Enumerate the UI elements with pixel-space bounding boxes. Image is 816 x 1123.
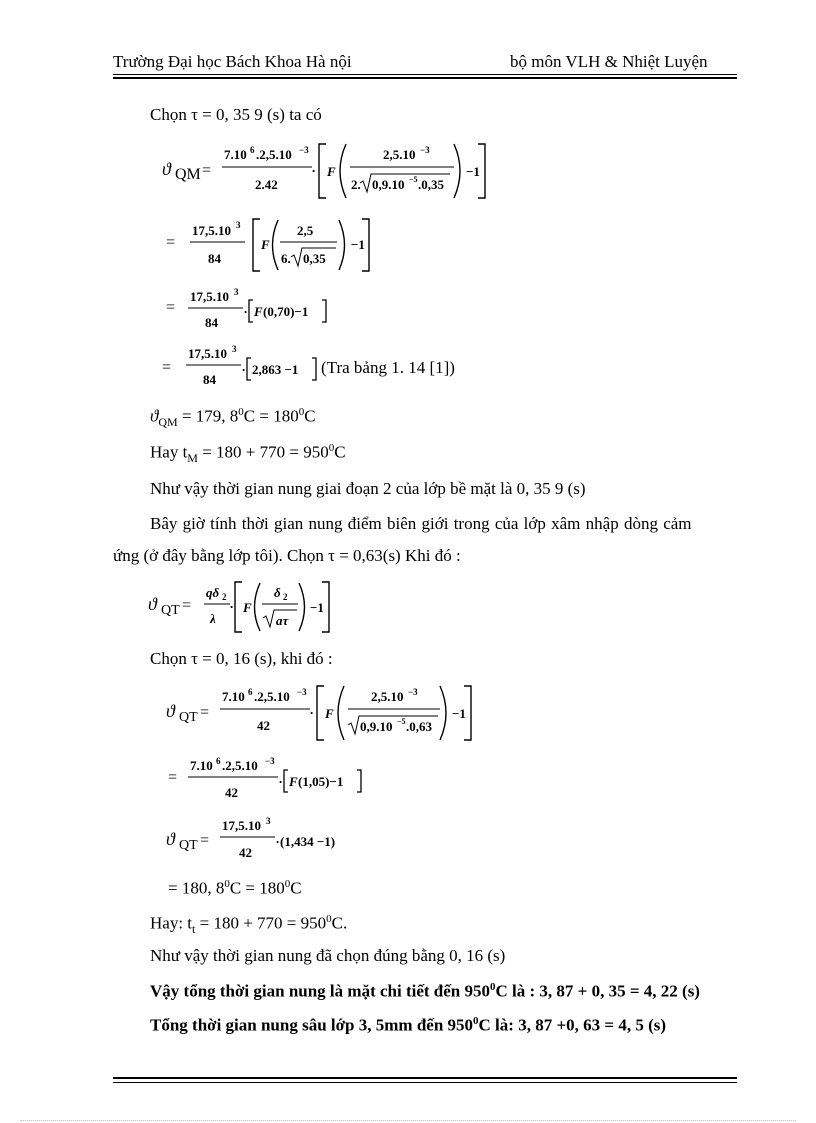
- page-header: [113, 52, 737, 74]
- svg-text:2.42: 2.42: [255, 177, 278, 192]
- svg-text:.0,35: .0,35: [418, 177, 444, 192]
- svg-text:−1: −1: [466, 164, 480, 179]
- text-theta-qt-result: = 180, $8^0C = 180^0C$: [168, 878, 302, 898]
- svg-text:6: 6: [248, 687, 253, 697]
- svg-text:84: 84: [208, 251, 221, 266]
- svg-text:F: F: [243, 600, 252, 615]
- formula-step-3: [160, 288, 350, 336]
- svg-text:=: =: [166, 234, 176, 251]
- svg-text:−3: −3: [299, 145, 309, 155]
- svg-text:6: 6: [250, 145, 255, 155]
- formula-step-7: [160, 756, 380, 806]
- svg-text:2,5.10: 2,5.10: [371, 689, 404, 704]
- svg-text:−3: −3: [408, 687, 418, 697]
- text-stage-2-conclusion: Như vậy thời gian nung giai đoạn 2 của lớp bề mặt là 0, 35 9 (s): [150, 479, 586, 498]
- svg-text:=: =: [200, 704, 210, 721]
- svg-text:6.: 6.: [281, 251, 291, 266]
- svg-text:.: .: [276, 831, 280, 846]
- text-hay-tm: Hay $t_M = 180 + 770 = 950^0C$: [150, 442, 346, 466]
- svg-text:.0,63: .0,63: [406, 719, 432, 734]
- text-choose-tau-063: ứng (ở đây bằng lớp tôi). Chọn τ = 0,63(s) Khi đó :: [113, 546, 461, 565]
- svg-text:ϑ: ϑ: [148, 594, 157, 614]
- svg-text:0,35: 0,35: [303, 251, 326, 266]
- svg-text:7.10: 7.10: [224, 147, 247, 162]
- svg-text:(1,05)−1: (1,05)−1: [298, 774, 344, 789]
- text-boundary-intro: Bây giờ tính thời gian nung điểm biên giới trong của lớp xâm nhập dòng cảm: [150, 514, 692, 533]
- svg-text:17,5.10: 17,5.10: [222, 818, 261, 833]
- svg-text:QT: QT: [161, 603, 180, 618]
- svg-text:F: F: [261, 237, 270, 252]
- text-theta-qm-result: $ϑ_{QM} = 179$, $8^0C = 180^0C$: [150, 406, 316, 430]
- svg-text:3: 3: [232, 344, 237, 354]
- svg-text:(0,70)−1: (0,70)−1: [263, 304, 309, 319]
- svg-text:δ: δ: [274, 585, 281, 600]
- svg-text:2,5.10: 2,5.10: [383, 147, 416, 162]
- svg-text:17,5.10: 17,5.10: [192, 223, 231, 238]
- formula-theta-qt-general: [146, 578, 346, 634]
- header-department: bộ môn VLH & Nhiệt Luyện: [510, 52, 708, 71]
- text-choose-tau-1: Chọn τ = 0, 35 9 (s) ta có: [150, 105, 322, 124]
- svg-text:.: .: [242, 359, 246, 374]
- svg-text:3: 3: [266, 816, 271, 826]
- svg-text:.: .: [230, 596, 234, 611]
- svg-text:2: 2: [222, 592, 227, 602]
- formula-theta-qt-1: [164, 682, 484, 742]
- svg-text:17,5.10: 17,5.10: [188, 346, 227, 361]
- svg-text:QT: QT: [179, 838, 198, 853]
- svg-text:−3: −3: [297, 687, 307, 697]
- svg-text:−3: −3: [420, 145, 430, 155]
- svg-text:2: 2: [283, 592, 288, 602]
- svg-text:84: 84: [205, 315, 218, 330]
- svg-text:−5: −5: [409, 175, 418, 184]
- svg-text:.2,5.10: .2,5.10: [222, 758, 258, 773]
- svg-text:−1: −1: [452, 706, 466, 721]
- svg-text:=: =: [166, 299, 176, 316]
- svg-text:F: F: [325, 706, 334, 721]
- footer-rule-thick: [113, 1077, 737, 1079]
- table-reference-note: (Tra bảng 1. 14 [1]): [321, 358, 455, 377]
- header-rule: [113, 74, 737, 75]
- svg-text:−3: −3: [265, 756, 275, 766]
- svg-text:2,863 −1: 2,863 −1: [252, 362, 299, 377]
- svg-text:F: F: [327, 164, 336, 179]
- svg-text:.: .: [312, 160, 316, 175]
- svg-text:=: =: [202, 162, 212, 179]
- svg-text:0,9.10: 0,9.10: [360, 719, 393, 734]
- svg-text:17,5.10: 17,5.10: [190, 289, 229, 304]
- text-hay-tt: Hay: $t_t = 180 + 770 = 950^0C$.: [150, 913, 348, 937]
- formula-theta-qt-2: [164, 815, 364, 865]
- svg-text:λ: λ: [210, 611, 216, 626]
- text-total-surface: Vậy tổng thời gian nung là mặt chi tiết đến $950^0C$ là : 3, 87 + 0, 35 = 4, 22 (s): [150, 981, 700, 1001]
- svg-text:−1: −1: [351, 237, 365, 252]
- svg-text:.: .: [244, 301, 248, 316]
- svg-text:QT: QT: [179, 710, 198, 725]
- svg-text:42: 42: [239, 845, 252, 860]
- svg-text:F: F: [289, 774, 298, 789]
- svg-text:−5: −5: [397, 717, 406, 726]
- text-choose-tau-016: Chọn τ = 0, 16 (s), khi đó :: [150, 649, 333, 668]
- svg-text:=: =: [200, 832, 210, 849]
- page-bottom-dotted-edge: [20, 1120, 796, 1122]
- text-total-depth: Tổng thời gian nung sâu lớp 3, 5mm đến $950^0C$ là: 3, 87 +0, 63 = 4, 5 (s): [150, 1015, 667, 1035]
- header-rule-thick: [113, 77, 737, 79]
- svg-text:7.10: 7.10: [190, 758, 213, 773]
- svg-text:ϑ: ϑ: [162, 159, 171, 179]
- svg-text:aτ: aτ: [276, 613, 289, 628]
- svg-text:3: 3: [234, 288, 239, 297]
- svg-text:QM: QM: [175, 166, 201, 183]
- svg-text:3: 3: [236, 220, 241, 230]
- svg-text:.: .: [279, 771, 283, 786]
- svg-text:42: 42: [257, 718, 270, 733]
- svg-text:6: 6: [216, 756, 221, 766]
- header-institution: Trường Đại học Bách Khoa Hà nội: [113, 52, 352, 71]
- svg-text:.2,5.10: .2,5.10: [256, 147, 292, 162]
- formula-step-2: [160, 215, 380, 275]
- svg-text:=: =: [162, 359, 172, 376]
- svg-text:=: =: [168, 769, 178, 786]
- text-time-confirmed: Như vậy thời gian nung đã chọn đúng bằng 0, 16 (s): [150, 946, 506, 965]
- svg-text:=: =: [182, 597, 192, 614]
- svg-text:2.: 2.: [351, 177, 361, 192]
- svg-text:.: .: [310, 702, 314, 717]
- svg-text:7.10: 7.10: [222, 689, 245, 704]
- svg-text:−1: −1: [310, 600, 324, 615]
- svg-text:ϑ: ϑ: [166, 829, 175, 849]
- svg-text:F: F: [254, 304, 263, 319]
- svg-text:(1,434 −1): (1,434 −1): [280, 834, 336, 849]
- svg-text:ϑ: ϑ: [166, 701, 175, 721]
- svg-text:0,9.10: 0,9.10: [372, 177, 405, 192]
- svg-text:84: 84: [203, 372, 216, 387]
- svg-text:.2,5.10: .2,5.10: [254, 689, 290, 704]
- svg-text:42: 42: [225, 785, 238, 800]
- footer-rule: [113, 1082, 737, 1083]
- svg-text:qδ: qδ: [206, 585, 220, 600]
- formula-theta-qm-1: [160, 140, 500, 202]
- svg-text:2,5: 2,5: [297, 223, 314, 238]
